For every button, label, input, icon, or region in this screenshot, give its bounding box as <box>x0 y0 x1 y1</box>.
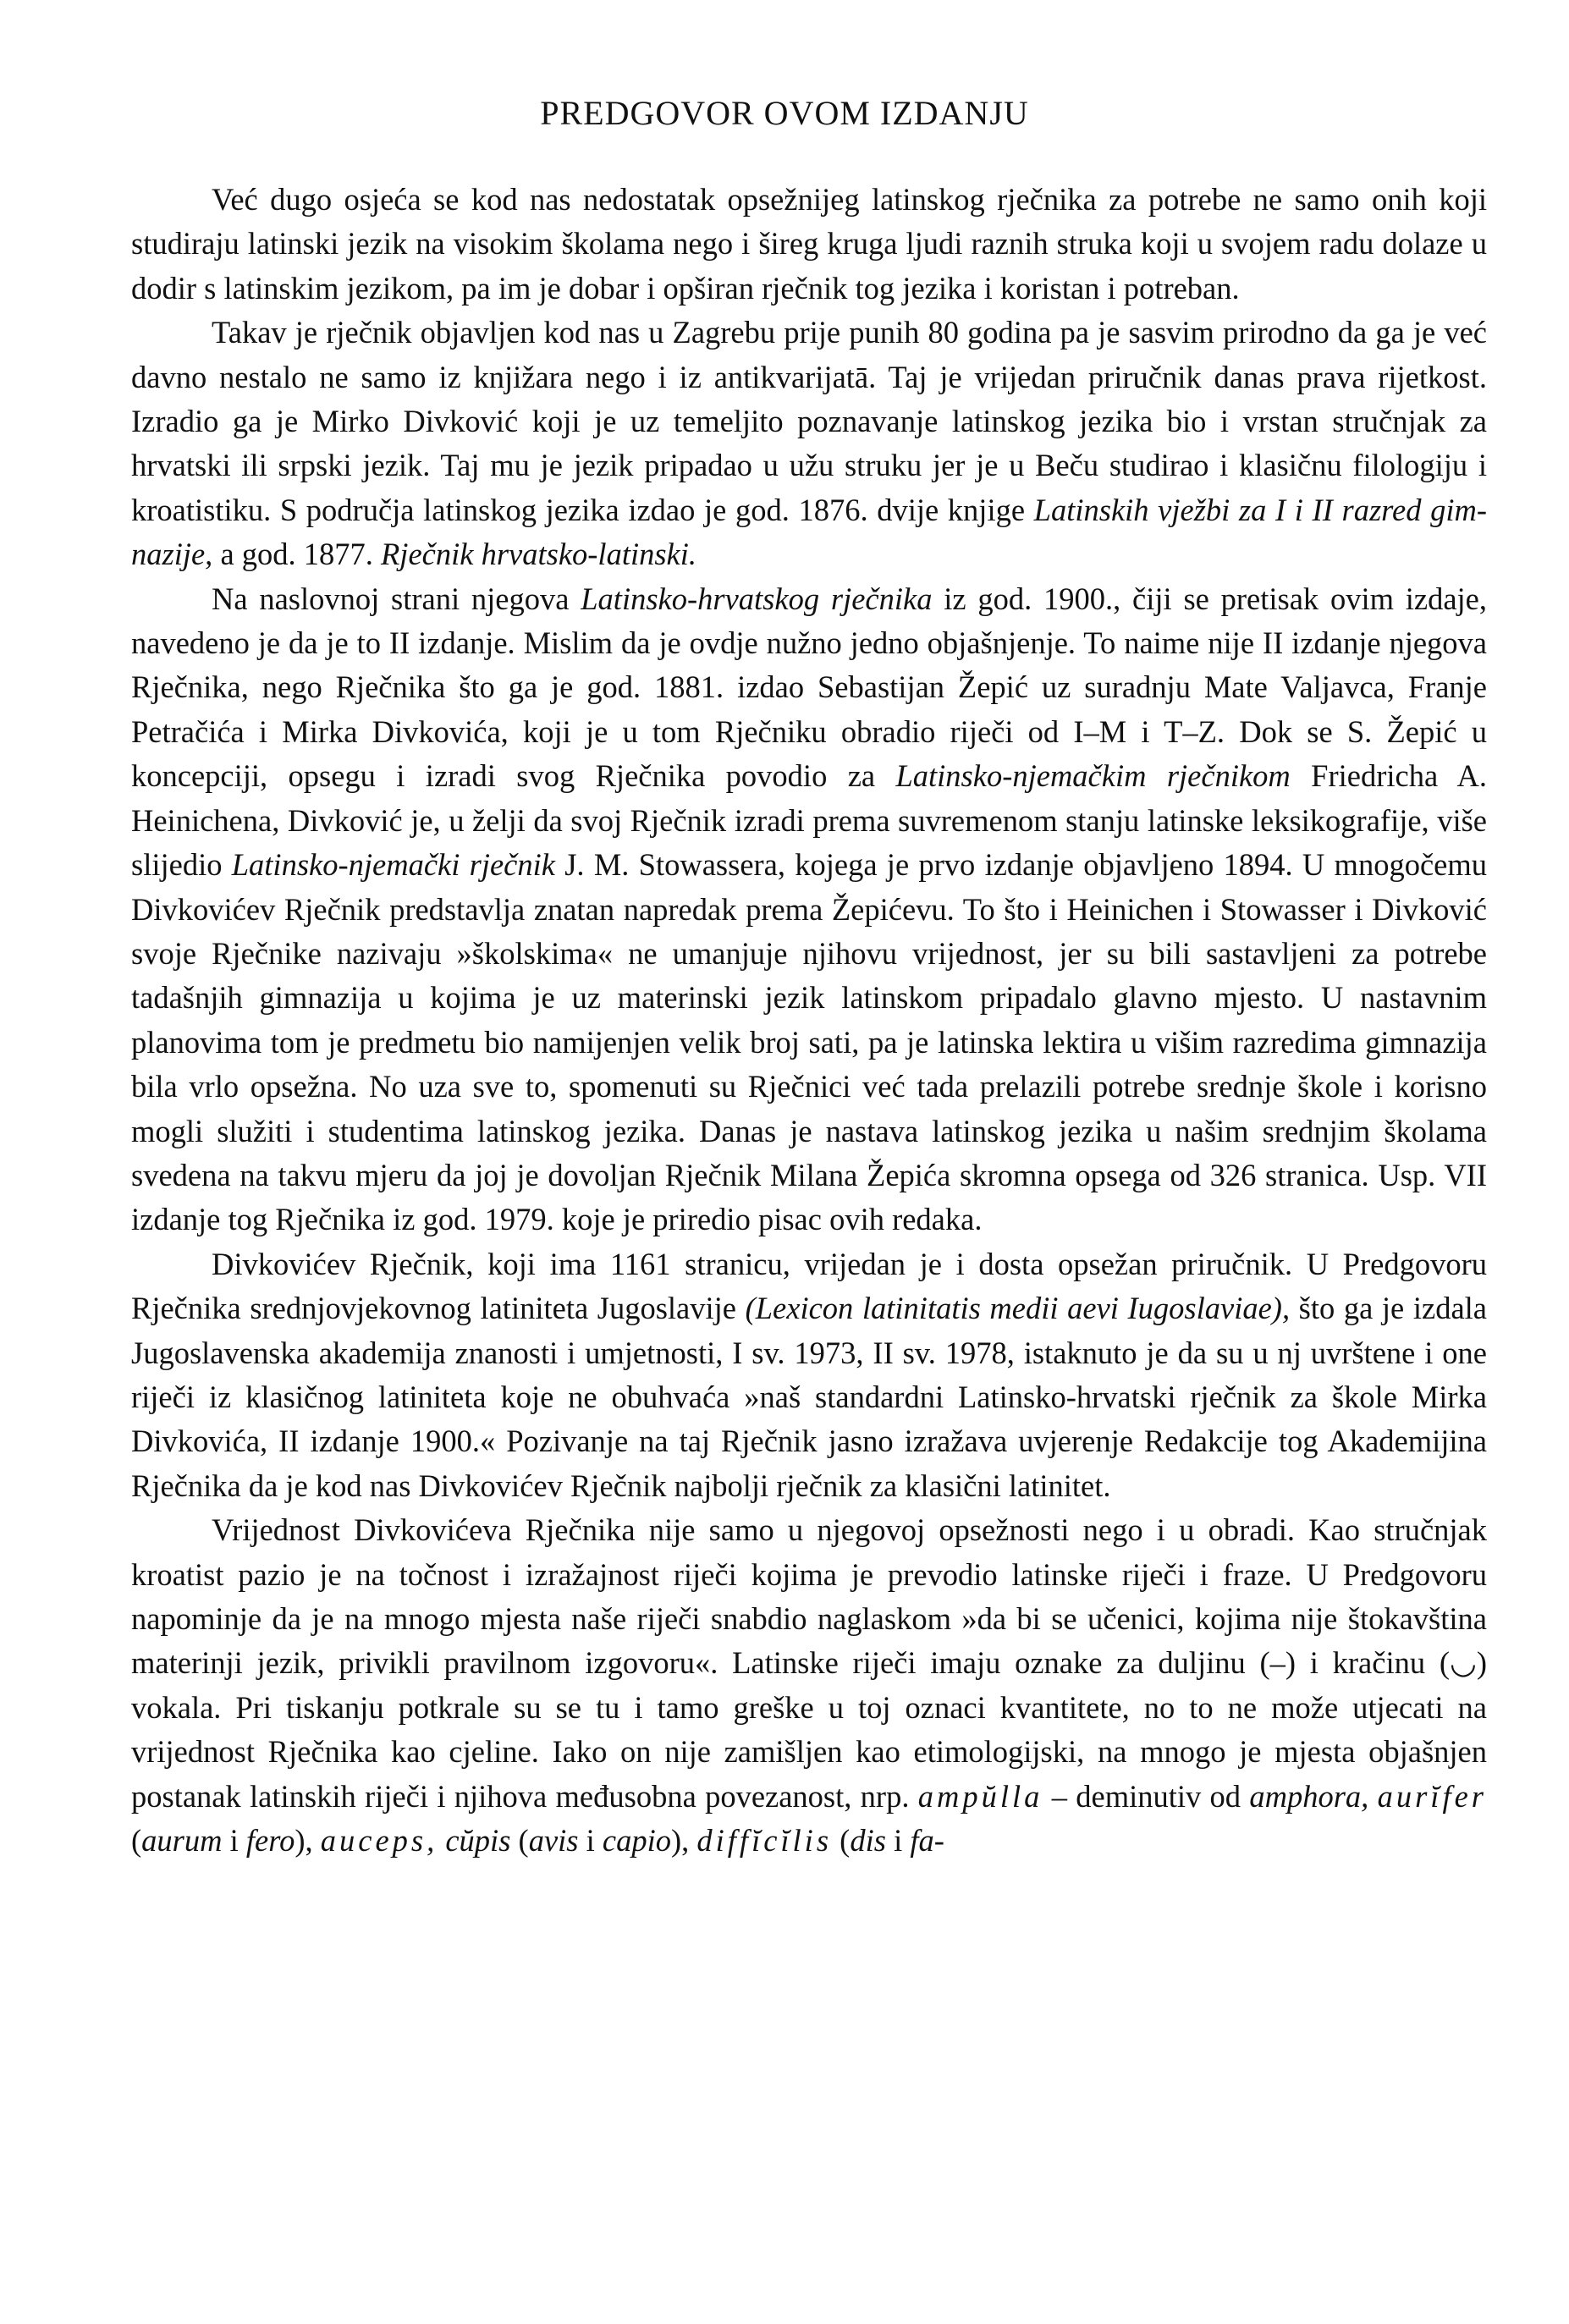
text-run: ( <box>832 1823 851 1859</box>
latin-word: fero <box>245 1823 295 1859</box>
page-title: PREDGOVOR OVOM IZDANJU <box>540 94 1029 132</box>
latin-word: fa- <box>910 1823 944 1859</box>
latin-word: cŭpis <box>445 1823 511 1859</box>
text-run: ( <box>131 1823 142 1859</box>
text-run: Divkovićev Rječnik, koji ima 1161 stranicu, vrijedan je i dosta opsežan priručnik. U Predgovoru Rječnika srednjovjekovnog latiniteta Jugoslavije <box>131 1246 1487 1326</box>
text-run: Na naslovnoj strani njegova <box>212 581 581 616</box>
paragraph-5 <box>131 1508 1487 1863</box>
latin-example: ampŭlla <box>917 1778 1043 1814</box>
text-run: što ga je izdala Jugoslavenska akademija znanosti i umjetnosti, I sv. 1973, II sv. 1978, istaknuto je da su u nj uvrštene i one riječi iz klasičnog latiniteta koje ne obuhvaća »naš standardni Latinsko-hrvatski rječnik za škole Mirka Divkovića, II izdanje 1900.« Pozivanje na taj Rječnik jasno izražava uvjerenje Redakcije tog Akademijina Rječnika da je kod nas Divkovićev Rječnik najbolji rječnik za klasični latinitet. <box>131 1291 1487 1503</box>
latin-word: dis <box>850 1823 886 1859</box>
text-run: Takav je rječnik objavljen kod nas u Zagrebu prije punih 80 godina pa je sasvim prirodno da ga je već davno nestalo ne samo iz knjižara nego i iz antikvarijatā. Taj je vrijedan priručnik danas prava rijetkost. Izradio ga je Mirko Divković koji je uz temeljito poznavanje latinskog jezika bio i vrstan stručnjak za hrvatski ili srpski jezik. Taj mu je jezik pripadao u užu struku jer je u Beču studirao i klasičnu filologiju i kroatistiku. S područja latinskog jezika izdao je god. 1876. dvije knjige <box>131 315 1487 527</box>
text-run: i <box>222 1823 246 1859</box>
latin-word: amphora, <box>1249 1778 1369 1814</box>
paragraph-2 <box>131 311 1487 576</box>
italic-title: (Lexicon latinitatis medii aevi Iugoslaviae), <box>745 1291 1291 1326</box>
latin-word: capio <box>602 1823 671 1859</box>
text-run: ), <box>295 1823 321 1859</box>
text-run: Već dugo osjeća se kod nas nedostatak opsežnijeg latinskog rječnika za potrebe ne samo onih koji studiraju latinski jezik na visokim školama nego i šireg kruga ljudi raznih struka koji u svojem radu dolaze u dodir s latinskim jezikom, pa im je dobar i opširan rječnik tog jezika i koristan i potreban. <box>131 182 1487 306</box>
latin-word: aurum <box>141 1823 223 1859</box>
latin-example: auceps, <box>320 1823 438 1859</box>
latin-word: avis <box>528 1823 579 1859</box>
text-run: a god. 1877. <box>212 537 382 572</box>
body-text <box>131 178 1487 1863</box>
text-run <box>438 1823 445 1858</box>
paragraph-1 <box>131 178 1487 311</box>
paragraph-4 <box>131 1242 1487 1508</box>
text-run: i <box>885 1823 911 1859</box>
text-run: Vrijednost Divkovićeva Rječnika nije samo u njegovoj opsežnosti nego i u obradi. Kao stručnjak kroatist pazio je na točnost i izražajnost riječi kojima je prevodio latinske riječi i fraze. U Predgovoru napominje da je na mnogo mjesta naše riječi snabdio naglaskom »da bi se učenici, kojima nije štokavština materinji jezik, privikli pravilnom izgovoru«. Latinske riječi imaju oznake za duljinu (‒) i kračinu (◡) vokala. Pri tiskanju potkrale su se tu i tamo greške u toj oznaci kvantitete, no to ne može utjecati na vrijednost Rječnika kao cjeline. Iako on nije zamišljen kao etimologijski, na mnogo je mjesta objašnjen postanak latinskih riječi i njihova međusobna povezanost, nrp. <box>131 1512 1487 1814</box>
text-run: iz god. 1900., čiji se pretisak ovim izdaje, navedeno je da je to II izdanje. Mislim da je ovdje nužno jedno objašnjenje. To naime nije II izdanje njegova Rječnika, nego Rječnika što ga je god. 1881. izdao Sebastijan Žepić uz suradnju Mate Valjavca, Franje Petračića i Mirka Divkovića, koji je u tom Rječniku obradio riječi od I–M i T–Z. Dok se S. Žepić u koncepciji, opsegu i izradi svog Rječnika povodio za <box>131 581 1488 794</box>
italic-title: Rječnik hrvatsko-latinski. <box>381 537 697 572</box>
text-run <box>1368 1779 1377 1814</box>
text-run: – deminutiv od <box>1043 1778 1250 1814</box>
text-run: i <box>578 1823 603 1859</box>
latin-example: diffĭcĭlis <box>696 1823 833 1859</box>
italic-title: Latinsko-hrvatskog rječnika <box>581 581 933 616</box>
italic-title: Latinskih vježbi za I i II razred gimnazije, <box>131 492 1487 572</box>
text-run: J. M. Stowassera, kojega je prvo izdanje objavljeno 1894. U mnogočemu Divkovićev Rječnik predstavlja znatan napredak prema Žepićevu. To što i Heinichen i Stowasser i Divković svoje Rječnike nazivaju »školskima« ne umanjuje njihovu vrijednost, jer su bili sastavljeni za potrebe tadašnjih gimnazija u kojima je uz materinski jezik latinskom pripadalo glavno mjesto. U nastavnim planovima tom je predmetu bio namijenjen velik broj sati, pa je latinska lektira u višim razredima gimnazija bila vrlo opsežna. No uza sve to, spomenuti su Rječnici već tada prelazili potrebe srednje škole i korisno mogli služiti i studentima latinskog jezika. Danas je nastava latinskog jezika u našim srednjim školama svedena na takvu mjeru da joj je dovoljan Rječnik Milana Žepića skromna opsega od 326 stranica. Usp. VII izdanje tog Rječnika iz god. 1979. koje je priredio pisac ovih redaka. <box>131 847 1487 1237</box>
text-run: Friedricha A. Heinichena, Divković je, u želji da svoj Rječnik izradi prema suvremenom stanju latinske leksikografije, više slijedio <box>131 758 1487 883</box>
latin-example: aurĭfer <box>1377 1778 1487 1814</box>
paragraph-3 <box>131 577 1487 1242</box>
italic-title: Latinsko-njemački rječnik <box>231 847 555 883</box>
text-run: ( <box>510 1823 529 1859</box>
italic-title: Latinsko-njemačkim rječnikom <box>895 758 1291 794</box>
text-run: ), <box>670 1823 697 1859</box>
